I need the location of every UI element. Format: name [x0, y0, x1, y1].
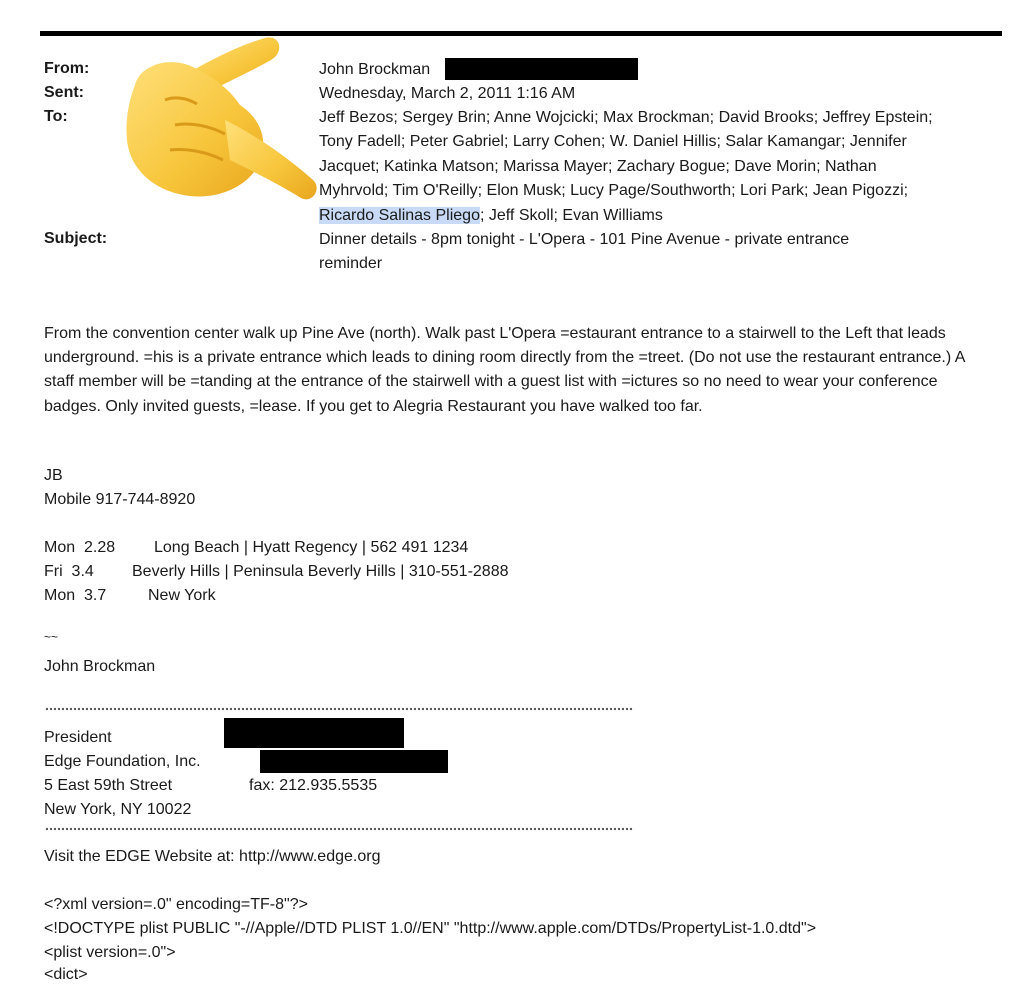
from-value: John Brockman [319, 61, 431, 78]
redaction-bar [445, 58, 638, 80]
signature-name: John Brockman [44, 658, 156, 675]
redaction-bar [224, 718, 404, 748]
to-line: Jeff Bezos; Sergey Brin; Anne Wojcicki; Max Brockman; David Brooks; Jeffrey Epstein; [319, 109, 933, 126]
tilde-divider [44, 826, 634, 832]
tilde-divider [44, 706, 634, 712]
plist-line: <?xml version=.0" encoding=TF-8"?> [44, 896, 308, 913]
from-label: From: [44, 60, 90, 77]
to-line-last [319, 204, 663, 229]
plist-line: <plist version=.0"> [44, 944, 176, 961]
schedule-row [44, 563, 508, 581]
sent-value: Wednesday, March 2, 2011 1:16 AM [319, 85, 576, 102]
schedule-day: Mon 2.28 [44, 539, 116, 556]
body-paragraph: From the convention center walk up Pine Ave (north). Walk past L'Opera =estaurant entrance to a stairwell to the Left that leads underground. =his is a private entrance which leads to dining room directly from the =treet. (Do not use the restaurant entrance.) A staff member will be =tanding at the entrance of the stairwell with a guest list with =ictures so no need to wear your conference badges. Only invited guests, =lease. If you get to Alegria Restaurant you have walked too far. [44, 325, 965, 415]
to-label: To: [44, 108, 68, 125]
signature-fax: fax: 212.935.5535 [249, 777, 378, 794]
signature-street: 5 East 59th Street [44, 777, 173, 794]
plist-line: <!DOCTYPE plist PUBLIC "-//Apple//DTD PLIST 1.0//EN" "http://www.apple.com/DTDs/PropertyList-1.0.dtd"> [44, 920, 817, 937]
subject-label: Subject: [44, 230, 108, 247]
to-line: Jacquet; Katinka Matson; Marissa Mayer; Zachary Bogue; Dave Morin; Nathan [319, 158, 877, 175]
pointing-hand-emoji [115, 30, 325, 220]
subject-line: reminder [319, 255, 383, 272]
schedule-row [44, 587, 216, 605]
highlighted-name: Ricardo Salinas Pliego [319, 207, 480, 224]
schedule-place: New York [148, 587, 216, 604]
schedule-place: Beverly Hills | Peninsula Beverly Hills | 310-551-2888 [132, 563, 509, 580]
signature-city: New York, NY 10022 [44, 801, 192, 818]
website-line: Visit the EDGE Website at: http://www.edge.org [44, 848, 381, 865]
redaction-bar [260, 750, 448, 773]
sent-label: Sent: [44, 84, 84, 101]
to-line: Myhrvold; Tim O'Reilly; Elon Musk; Lucy Page/Southworth; Lori Park; Jean Pigozzi; [319, 182, 909, 199]
schedule-day: Mon 3.7 [44, 587, 107, 604]
signature-org: Edge Foundation, Inc. [44, 753, 201, 770]
schedule-day: Fri 3.4 [44, 563, 94, 580]
signature-title: President [44, 729, 112, 746]
schedule-place: Long Beach | Hyatt Regency | 562 491 1234 [154, 539, 469, 556]
initials: JB [44, 467, 63, 484]
mobile-number: Mobile 917-744-8920 [44, 491, 196, 508]
schedule-row [44, 539, 468, 557]
tilde-separator: ~~ [44, 630, 59, 644]
subject-line: Dinner details - 8pm tonight - L'Opera - 101 Pine Avenue - private entrance [319, 231, 850, 248]
to-line: Tony Fadell; Peter Gabriel; Larry Cohen; W. Daniel Hillis; Salar Kamangar; Jennifer [319, 133, 907, 150]
to-last-rest: ; Jeff Skoll; Evan Williams [479, 207, 663, 224]
plist-line: <dict> [44, 966, 88, 983]
